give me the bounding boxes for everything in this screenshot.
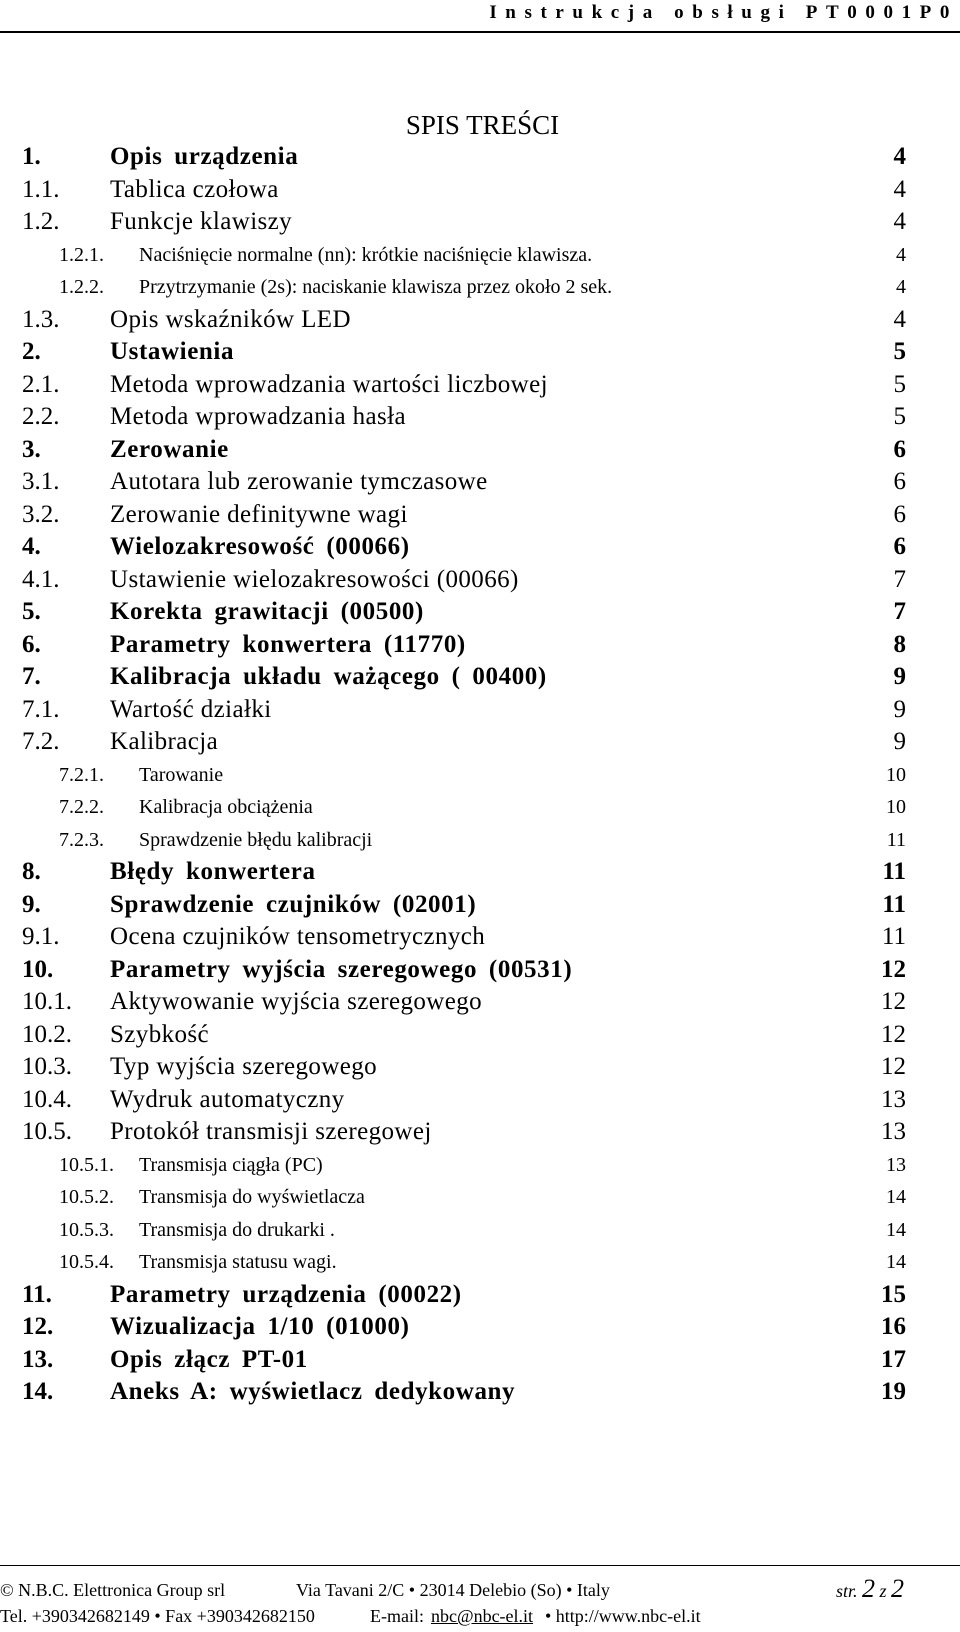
toc-entry-title: Wizualizacja 1/10 (01000)	[110, 1313, 410, 1340]
footer-email-link[interactable]: nbc@nbc-el.it	[431, 1606, 534, 1626]
toc-entry-page: 12	[881, 1020, 906, 1048]
footer-line-2	[0, 1606, 960, 1632]
footer-page-current: 2	[861, 1574, 875, 1603]
toc-entry-number: 10.5.1.	[59, 1153, 114, 1176]
toc-entry-number: 6.	[22, 630, 41, 658]
toc-entry-page: 5	[893, 338, 906, 365]
footer-phones: Tel. +390342682149 • Fax +390342682150	[0, 1606, 315, 1626]
toc-entry-title: Parametry konwertera (11770)	[110, 630, 466, 658]
toc-entry[interactable]	[0, 1084, 960, 1116]
toc-entry-number: 7.2.	[22, 728, 60, 755]
toc-entry-page: 13	[881, 1118, 906, 1145]
toc-entry-page: 7	[893, 598, 906, 625]
toc-entry-number: 10.1.	[22, 988, 72, 1015]
toc-entry-page: 6	[893, 468, 906, 495]
toc-entry[interactable]	[0, 304, 960, 336]
toc-entry-number: 7.2.3.	[59, 828, 104, 851]
toc-entry-number: 12.	[22, 1313, 54, 1340]
toc-title: SPIS TREŚCI	[405, 110, 560, 140]
toc-entry[interactable]	[0, 824, 960, 856]
toc-entry-title: Zerowanie definitywne wagi	[110, 500, 408, 528]
toc-entry-title: Sprawdzenie czujników (02001)	[110, 890, 477, 918]
toc-entry-title: Naciśnięcie normalne (nn): krótkie naciśnięcie klawisza.	[139, 243, 593, 266]
toc-entry-title: Aneks A: wyświetlacz dedykowany	[110, 1378, 516, 1405]
toc-entry-number: 10.5.	[22, 1118, 72, 1145]
footer-email-label: E-mail:	[370, 1606, 424, 1626]
toc-entry[interactable]	[0, 1214, 960, 1246]
toc-entry-page: 5	[893, 403, 906, 430]
toc-entry-title: Sprawdzenie błędu kalibracji	[139, 828, 373, 851]
toc-entry[interactable]	[0, 206, 960, 238]
toc-entry-page: 13	[886, 1153, 906, 1176]
toc-entry-title: Typ wyjścia szeregowego	[110, 1053, 378, 1080]
toc-entry-page: 4	[893, 208, 906, 235]
toc-entry[interactable]	[0, 1019, 960, 1051]
toc-entry-title: Korekta grawitacji (00500)	[110, 598, 424, 625]
toc-entry-title: Błędy konwertera	[110, 858, 316, 885]
toc-entry[interactable]	[0, 466, 960, 498]
running-header: Instrukcja obsługi PT0001P0	[489, 2, 958, 23]
toc-entry[interactable]	[0, 1149, 960, 1181]
toc-entry-number: 4.	[22, 533, 41, 560]
toc-entry[interactable]	[0, 1376, 960, 1408]
toc-entry-title: Transmisja ciągła (PC)	[139, 1153, 323, 1176]
footer-address: Via Tavani 2/C • 23014 Delebio (So) • Italy	[296, 1580, 610, 1600]
toc-entry-number: 1.1.	[22, 175, 60, 203]
toc-entry-page: 4	[896, 276, 906, 298]
toc-entry-page: 4	[893, 305, 906, 333]
toc-entry-title: Przytrzymanie (2s): naciskanie klawisza przez około 2 sek.	[139, 276, 613, 298]
toc-entry-number: 11.	[22, 1280, 52, 1308]
toc-entry[interactable]	[0, 1116, 960, 1148]
footer-page-number	[836, 1574, 904, 1604]
toc-entry-page: 12	[881, 955, 906, 983]
toc-entry-title: Tablica czołowa	[110, 175, 279, 203]
toc-entry[interactable]	[0, 499, 960, 531]
toc-entry[interactable]	[0, 726, 960, 758]
footer-rule	[0, 1565, 960, 1566]
toc-entry[interactable]	[0, 1246, 960, 1278]
toc-entry-number: 10.5.3.	[59, 1218, 114, 1241]
toc-entry-number: 10.5.2.	[59, 1186, 114, 1208]
toc-entry-title: Metoda wprowadzania hasła	[110, 403, 406, 430]
toc-entry-title: Opis złącz PT-01	[110, 1345, 308, 1373]
toc-entry-number: 3.1.	[22, 468, 60, 495]
toc-entry-title: Kalibracja układu ważącego ( 00400)	[110, 663, 547, 690]
toc-entry-number: 1.2.2.	[59, 276, 104, 298]
toc-entry-page: 9	[893, 695, 906, 723]
toc-entry-title: Wielozakresowość (00066)	[110, 533, 410, 560]
toc-entry[interactable]	[0, 141, 960, 173]
toc-entry[interactable]	[0, 271, 960, 303]
toc-entry-title: Wartość działki	[110, 695, 272, 723]
toc-entry-title: Wydruk automatyczny	[110, 1085, 345, 1113]
toc-entry[interactable]	[0, 694, 960, 726]
toc-entry-title: Szybkość	[110, 1020, 210, 1048]
toc-entry-page: 11	[882, 890, 906, 918]
toc-entry[interactable]	[0, 889, 960, 921]
toc-entry-number: 3.2.	[22, 500, 60, 528]
toc-entry[interactable]	[0, 629, 960, 661]
toc-entry[interactable]	[0, 954, 960, 986]
toc-entry-page: 19	[881, 1378, 906, 1405]
toc-entry[interactable]	[0, 174, 960, 206]
toc-entry-page: 9	[893, 663, 906, 690]
toc-entry-page: 12	[881, 988, 906, 1015]
toc-entry-page: 10	[886, 763, 906, 786]
toc-entry-title: Transmisja do drukarki .	[139, 1218, 335, 1241]
footer-website: • http://www.nbc-el.it	[545, 1606, 701, 1626]
toc-entry[interactable]	[0, 401, 960, 433]
toc-entry-page: 14	[886, 1251, 906, 1273]
toc-entry-number: 10.	[22, 955, 54, 983]
toc-entry-number: 7.	[22, 663, 41, 690]
toc-entry-number: 10.3.	[22, 1053, 72, 1080]
toc-entry-page: 14	[886, 1218, 906, 1241]
toc-entry-number: 7.2.1.	[59, 763, 104, 786]
toc-entry-page: 6	[893, 435, 906, 463]
toc-entry[interactable]	[0, 1279, 960, 1311]
toc-entry[interactable]	[0, 1311, 960, 1343]
toc-entry-title: Protokół transmisji szeregowej	[110, 1118, 432, 1145]
toc-entry-page: 11	[881, 923, 906, 950]
toc-entry-page: 10	[886, 796, 906, 818]
toc-entry-page: 4	[896, 243, 906, 266]
toc-entry-title: Zerowanie	[110, 435, 229, 463]
toc-entry-page: 11	[886, 828, 906, 851]
toc-entry[interactable]	[0, 564, 960, 596]
toc-entry-page: 15	[881, 1280, 906, 1308]
toc-entry-title: Tarowanie	[139, 763, 224, 786]
toc-entry-title: Kalibracja obciążenia	[139, 796, 313, 818]
toc-entry-number: 2.	[22, 338, 41, 365]
toc-entry-page: 12	[881, 1053, 906, 1080]
toc-entry-page: 4	[893, 143, 906, 170]
toc-entry-title: Ustawienia	[110, 338, 235, 365]
footer-page-prefix: str.	[835, 1581, 858, 1601]
toc-entry-page: 11	[882, 858, 906, 885]
toc-entry-page: 17	[881, 1345, 906, 1373]
toc-entry-number: 1.2.	[22, 208, 60, 235]
toc-entry-title: Opis wskaźników LED	[110, 305, 351, 333]
toc-entry[interactable]	[0, 434, 960, 466]
toc-entry-number: 10.5.4.	[59, 1251, 114, 1273]
toc-entry[interactable]	[0, 759, 960, 791]
toc-entry-page: 6	[893, 500, 906, 528]
toc-entry[interactable]	[0, 239, 960, 271]
toc-entry-number: 7.2.2.	[59, 796, 104, 818]
toc-entry-number: 14.	[22, 1378, 54, 1405]
toc-entry-title: Ustawienie wielozakresowości (00066)	[110, 565, 519, 593]
footer-page-total: 2	[891, 1574, 904, 1603]
toc-entry[interactable]	[0, 791, 960, 823]
toc-entry[interactable]	[0, 1181, 960, 1213]
toc-entry-number: 4.1.	[22, 565, 60, 593]
toc-entry-title: Autotara lub zerowanie tymczasowe	[110, 468, 488, 495]
toc-entry[interactable]	[0, 986, 960, 1018]
toc-entry-title: Parametry urządzenia (00022)	[110, 1280, 462, 1308]
toc-entry-page: 16	[881, 1313, 906, 1340]
toc-entry-title: Parametry wyjścia szeregowego (00531)	[110, 955, 573, 983]
toc-entry[interactable]	[0, 596, 960, 628]
toc-entry[interactable]	[0, 856, 960, 888]
toc-entry[interactable]	[0, 369, 960, 401]
toc-entry-title: Opis urządzenia	[110, 143, 299, 170]
toc-entry-number: 5.	[22, 598, 41, 625]
toc-entry-page: 6	[893, 533, 906, 560]
toc-entry-number: 2.1.	[22, 370, 60, 398]
toc-entry-number: 9.1.	[22, 923, 60, 950]
toc-entry-title: Transmisja statusu wagi.	[139, 1251, 337, 1273]
toc-entry[interactable]	[0, 1344, 960, 1376]
toc-entry[interactable]	[0, 531, 960, 563]
toc-entry-number: 1.2.1.	[59, 243, 104, 266]
toc-entry-title: Metoda wprowadzania wartości liczbowej	[110, 370, 548, 398]
toc-entry-title: Ocena czujników tensometrycznych	[110, 923, 486, 950]
toc-entry-number: 10.4.	[22, 1085, 72, 1113]
toc-entry-number: 13.	[22, 1345, 54, 1373]
toc-entry-page: 5	[893, 370, 906, 398]
toc-entry[interactable]	[0, 1051, 960, 1083]
toc-entry-page: 7	[893, 565, 906, 593]
toc-entry-page: 8	[893, 630, 906, 658]
toc-entry-number: 1.	[22, 143, 41, 170]
toc-entry[interactable]	[0, 336, 960, 368]
toc-entry-number: 9.	[22, 890, 41, 918]
toc-entry-page: 9	[893, 728, 906, 755]
toc-entry-number: 1.3.	[22, 305, 60, 333]
footer-line-1	[0, 1574, 960, 1606]
toc-entry-page: 4	[893, 175, 906, 203]
toc-entry-page: 13	[881, 1085, 906, 1113]
toc-entry-title: Aktywowanie wyjścia szeregowego	[110, 988, 483, 1015]
footer-company: © N.B.C. Elettronica Group srl	[0, 1580, 226, 1600]
footer-page-sep: z	[879, 1581, 887, 1601]
toc-entry-title: Funkcje klawiszy	[110, 208, 293, 235]
toc-entry-number: 7.1.	[22, 695, 60, 723]
toc-entry-title: Kalibracja	[110, 728, 219, 755]
toc-entry-number: 8.	[22, 858, 41, 885]
toc-entry-number: 10.2.	[22, 1020, 72, 1048]
toc-entry[interactable]	[0, 661, 960, 693]
toc-entry-title: Transmisja do wyświetlacza	[139, 1186, 365, 1208]
toc-entry-page: 14	[886, 1186, 906, 1208]
toc-entry[interactable]	[0, 921, 960, 953]
toc-entry-number: 3.	[22, 435, 41, 463]
toc-entry-number: 2.2.	[22, 403, 60, 430]
